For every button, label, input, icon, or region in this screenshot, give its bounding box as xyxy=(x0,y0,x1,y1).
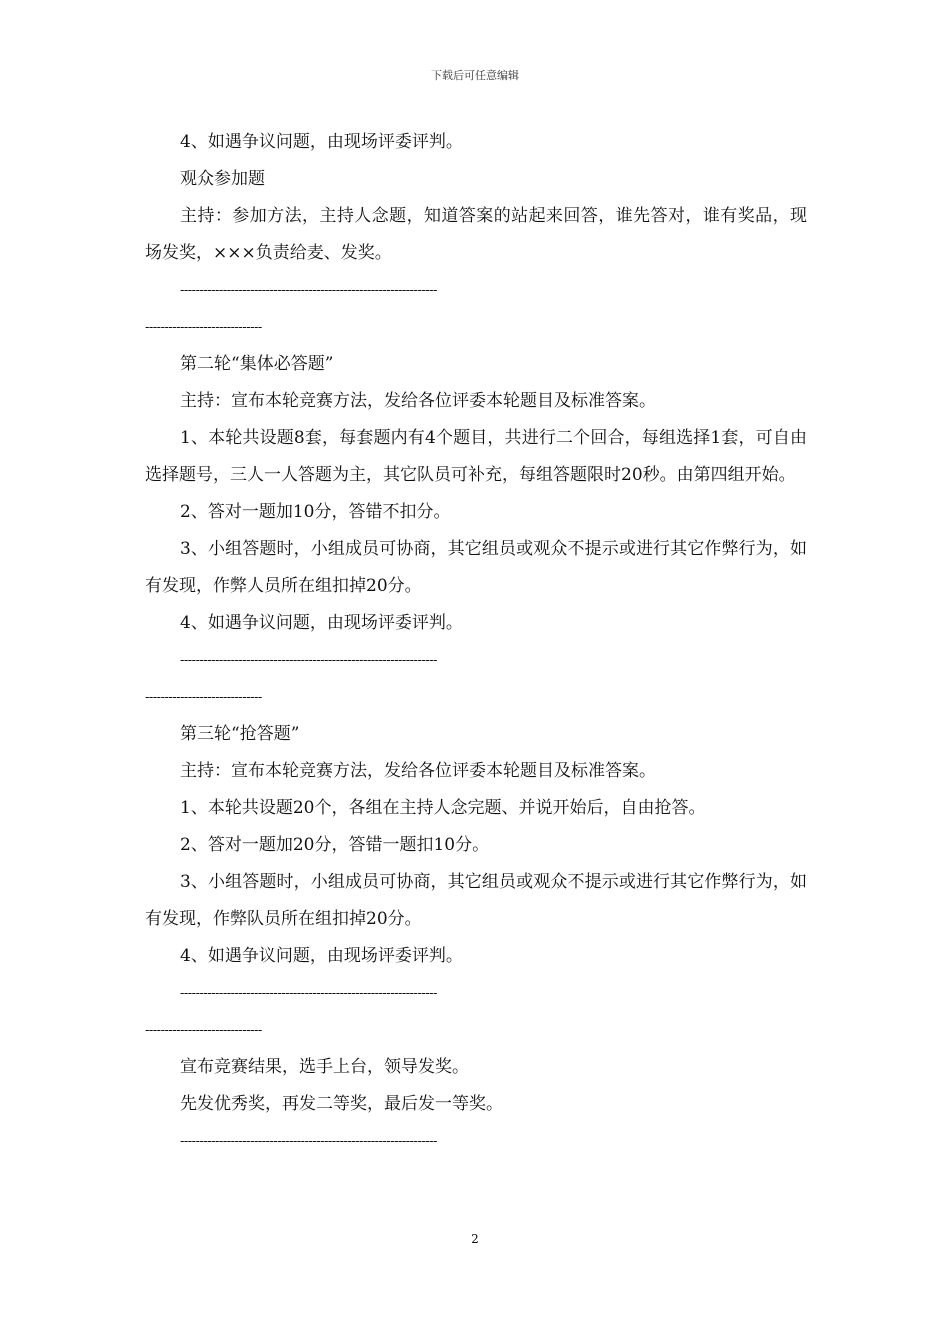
paragraph: 3、小组答题时，小组成员可协商，其它组员或观众不提示或进行其它作弊行为，如有发现，作弊队员所在组扣掉20分。 xyxy=(145,872,807,929)
dashed-separator-continuation: ------------------------------ xyxy=(145,320,262,335)
paragraph: 第二轮“集体必答题” xyxy=(180,354,334,374)
paragraph: 第三轮“抢答题” xyxy=(180,724,300,744)
paragraph: 观众参加题 xyxy=(180,169,265,189)
paragraph: 3、小组答题时，小组成员可协商，其它组员或观众不提示或进行其它作弊行为，如有发现，作弊人员所在组扣掉20分。 xyxy=(145,539,807,596)
paragraph: 宣布竞赛结果，选手上台，领导发奖。 xyxy=(180,1057,469,1077)
paragraph: 2、答对一题加20分，答错一题扣10分。 xyxy=(180,835,490,855)
paragraph: 先发优秀奖，再发二等奖，最后发一等奖。 xyxy=(180,1094,503,1114)
paragraph: 4、如遇争议问题，由现场评委评判。 xyxy=(180,946,463,966)
dashed-separator-continuation: ------------------------------ xyxy=(145,690,262,705)
page-header: 下载后可任意编辑 xyxy=(431,69,519,82)
paragraph: 主持：宣布本轮竞赛方法，发给各位评委本轮题目及标准答案。 xyxy=(180,761,656,781)
paragraph: 1、本轮共设题20个，各组在主持人念完题、并说开始后，自由抢答。 xyxy=(180,798,706,818)
paragraph: 主持：参加方法，主持人念题，知道答案的站起来回答，谁先答对，谁有奖品，现场发奖，×××负责给麦、发奖。 xyxy=(145,206,807,263)
paragraph: 2、答对一题加10分，答错不扣分。 xyxy=(180,502,451,522)
dashed-separator: ------------------------------------------------------------------ xyxy=(180,986,437,1001)
paragraph: 4、如遇争议问题，由现场评委评判。 xyxy=(180,132,463,152)
document-body xyxy=(145,124,807,1160)
dashed-separator: ------------------------------------------------------------------ xyxy=(180,283,437,298)
page-number: 2 xyxy=(471,1232,479,1246)
paragraph: 主持：宣布本轮竞赛方法，发给各位评委本轮题目及标准答案。 xyxy=(180,391,656,411)
paragraph: 4、如遇争议问题，由现场评委评判。 xyxy=(180,613,463,633)
dashed-separator: ------------------------------------------------------------------ xyxy=(180,653,437,668)
dashed-separator-continuation: ------------------------------ xyxy=(145,1023,262,1038)
paragraph: 1、本轮共设题8套，每套题内有4个题目，共进行二个回合，每组选择1套，可自由选择题号，三人一人答题为主，其它队员可补充，每组答题限时20秒。由第四组开始。 xyxy=(145,428,807,485)
dashed-separator: ------------------------------------------------------------------ xyxy=(180,1134,437,1149)
